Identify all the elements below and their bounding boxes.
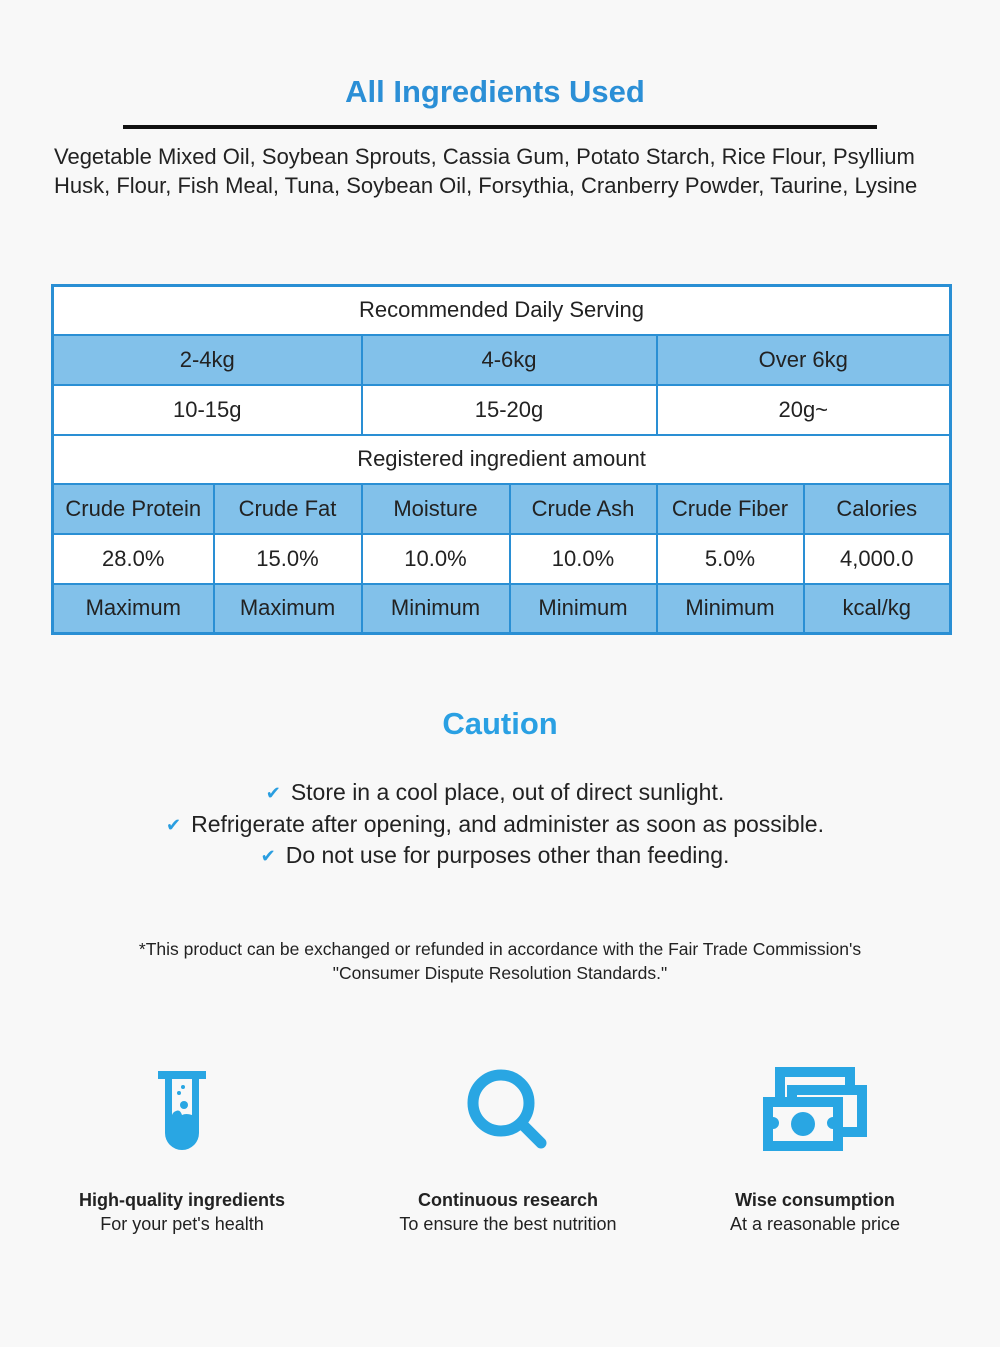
money-icon	[665, 1060, 965, 1160]
nutrient-header: Calories	[804, 484, 951, 534]
ingredients-title: All Ingredients Used	[345, 74, 645, 109]
nutrient-qualifier: Minimum	[510, 584, 657, 634]
test-tube-icon	[32, 1060, 332, 1160]
caution-text: Do not use for purposes other than feeding.	[285, 842, 730, 868]
nutrient-header: Crude Fiber	[657, 484, 804, 534]
feature-subtitle: At a reasonable price	[729, 1214, 901, 1234]
nutrient-qualifier: kcal/kg	[804, 584, 951, 634]
weight-cell: 4-6kg	[362, 335, 657, 385]
magnifier-icon	[358, 1060, 658, 1160]
nutrient-header: Crude Ash	[510, 484, 657, 534]
refund-notice	[0, 937, 1000, 985]
caution-title: Caution	[442, 706, 558, 741]
feature-quality	[32, 1060, 332, 1236]
caution-text: Refrigerate after opening, and administer as soon as possible.	[191, 810, 824, 837]
amount-cell: 10-15g	[53, 385, 362, 435]
nutrient-header: Moisture	[362, 484, 510, 534]
feature-title: High-quality ingredients	[78, 1190, 285, 1210]
weight-cell: 2-4kg	[53, 335, 362, 385]
title-divider	[123, 125, 877, 129]
feature-title: Wise consumption	[735, 1190, 895, 1210]
nutrient-qualifier: Minimum	[362, 584, 510, 634]
check-icon: ✔	[260, 846, 276, 866]
notice-line: *This product can be exchanged or refunded in accordance with the Fair Trade Commission's	[138, 939, 862, 959]
nutrient-header: Crude Protein	[53, 484, 214, 534]
feature-subtitle: To ensure the best nutrition	[399, 1214, 617, 1234]
check-icon: ✔	[166, 814, 182, 835]
caution-text: Store in a cool place, out of direct sunlight.	[290, 779, 725, 805]
caution-list	[0, 778, 990, 873]
amount-cell: 20g~	[657, 385, 951, 435]
notice-line: "Consumer Dispute Resolution Standards."	[332, 963, 668, 983]
nutrient-value: 4,000.0	[804, 534, 951, 584]
registered-title: Registered ingredient amount	[53, 435, 951, 484]
nutrient-qualifier: Maximum	[53, 584, 214, 634]
nutrient-qualifier: Minimum	[657, 584, 804, 634]
caution-item	[0, 810, 990, 842]
amount-cell: 15-20g	[362, 385, 657, 435]
serving-title: Recommended Daily Serving	[53, 286, 951, 335]
nutrient-value: 28.0%	[53, 534, 214, 584]
nutrition-table	[51, 284, 952, 635]
check-icon: ✔	[265, 783, 281, 803]
ingredients-text: Vegetable Mixed Oil, Soybean Sprouts, Cassia Gum, Potato Starch, Rice Flour, Psyllium Husk, Flour, Fish Meal, Tuna, Soybean Oil, Forsythia, Cranberry Powder, Taurine, Lysine	[54, 144, 918, 198]
feature-research	[358, 1060, 658, 1236]
feature-title: Continuous research	[417, 1190, 599, 1210]
feature-subtitle: For your pet's health	[100, 1214, 264, 1234]
nutrient-value: 5.0%	[657, 534, 804, 584]
nutrient-header: Crude Fat	[214, 484, 362, 534]
nutrient-value: 10.0%	[362, 534, 510, 584]
caution-item	[0, 841, 990, 873]
caution-item	[0, 778, 990, 810]
weight-cell: Over 6kg	[657, 335, 951, 385]
nutrient-value: 15.0%	[214, 534, 362, 584]
nutrient-qualifier: Maximum	[214, 584, 362, 634]
nutrient-value: 10.0%	[510, 534, 657, 584]
feature-consumption	[665, 1060, 965, 1236]
